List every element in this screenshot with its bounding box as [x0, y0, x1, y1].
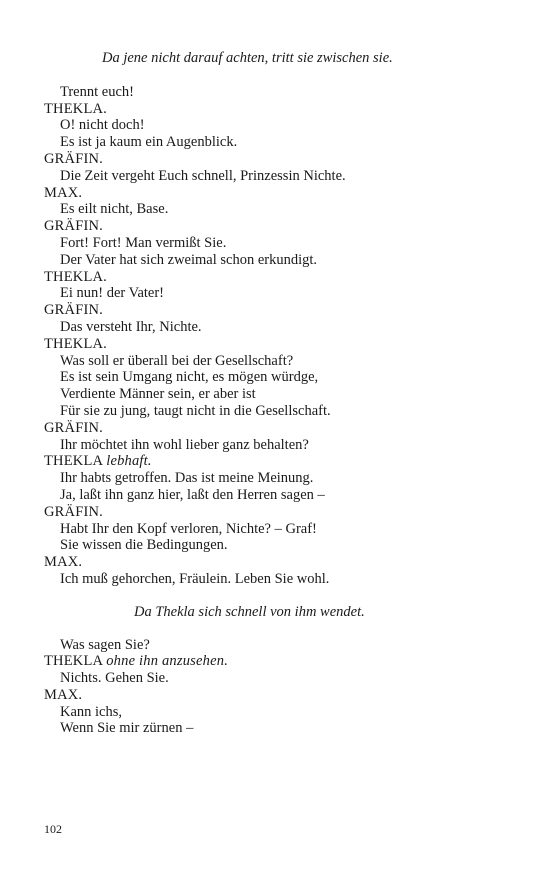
verse-text: Wenn Sie mir zürnen – [60, 720, 194, 737]
speaker-label: GRÄFIN. [44, 419, 104, 436]
speaker-direction: lebhaft. [106, 453, 152, 470]
stage-direction: Da jene nicht darauf achten, tritt sie zwischen sie. [102, 50, 393, 66]
verse-line [44, 134, 514, 151]
verse-text: Fort! Fort! Man vermißt Sie. [60, 234, 227, 251]
verse-text: Verdiente Männer sein, er aber ist [60, 386, 256, 403]
verse-text: Ei nun! der Vater! [60, 285, 165, 302]
speaker-label: THEKLA. [44, 335, 108, 352]
verse-line [44, 487, 514, 504]
verse-text: Habt Ihr den Kopf verloren, Nichte? – Graf! [60, 520, 317, 537]
verse-line [44, 353, 514, 370]
verse-text: Ich muß gehorchen, Fräulein. Leben Sie wohl. [60, 570, 330, 587]
verse-line [44, 369, 514, 386]
verse-line [44, 537, 514, 554]
verse-line [44, 319, 514, 336]
speaker-name [44, 269, 514, 286]
dialogue-block [44, 637, 514, 738]
verse-line [44, 285, 514, 302]
speaker-name [44, 151, 514, 168]
speaker-name [44, 185, 514, 202]
stage-direction: Da Thekla sich schnell von ihm wendet. [134, 603, 365, 620]
verse-line [44, 571, 514, 588]
verse-line [44, 117, 514, 134]
verse-line [44, 437, 514, 454]
speaker-name [44, 218, 514, 235]
verse-text: Kann ichs, [60, 703, 123, 720]
verse-text: O! nicht doch! [60, 117, 145, 134]
verse-line [44, 252, 514, 269]
dialogue-block [44, 84, 514, 588]
speaker-label: MAX. [44, 184, 83, 201]
verse-text: Es ist ja kaum ein Augenblick. [60, 134, 238, 151]
speaker-direction: ohne ihn anzusehen. [106, 653, 229, 670]
speaker-name [44, 101, 514, 118]
verse-line [44, 386, 514, 403]
speaker-name [44, 653, 514, 670]
speaker-name [44, 687, 514, 704]
speaker-label: MAX. [44, 554, 83, 571]
verse-text: Es ist sein Umgang nicht, es mögen würdge, [60, 369, 319, 386]
verse-line [44, 84, 514, 101]
verse-text: Trennt euch! [60, 83, 134, 100]
verse-text: Der Vater hat sich zweimal schon erkundigt. [60, 251, 318, 268]
verse-line [44, 704, 514, 721]
speaker-label: THEKLA. [44, 100, 108, 117]
verse-line [44, 403, 514, 420]
speaker-name [44, 336, 514, 353]
verse-text: Ihr habts getroffen. Das ist meine Meinung. [60, 470, 314, 487]
verse-line [44, 470, 514, 487]
speaker-label: GRÄFIN. [44, 218, 104, 235]
verse-line [44, 720, 514, 737]
verse-line [44, 521, 514, 538]
speaker-label: THEKLA [44, 453, 103, 470]
speaker-name [44, 504, 514, 521]
verse-line [44, 637, 514, 654]
speaker-label: GRÄFIN. [44, 503, 104, 520]
verse-text: Was sagen Sie? [60, 636, 150, 653]
verse-text: Für sie zu jung, taugt nicht in die Gesellschaft. [60, 402, 331, 419]
verse-text: Ja, laßt ihn ganz hier, laßt den Herren sagen – [60, 486, 325, 503]
speaker-label: THEKLA. [44, 268, 108, 285]
speaker-name [44, 420, 514, 437]
play-text-page [44, 50, 514, 737]
speaker-name [44, 302, 514, 319]
verse-text: Ihr möchtet ihn wohl lieber ganz behalten? [60, 436, 309, 453]
verse-text: Sie wissen die Bedingungen. [60, 537, 228, 554]
speaker-label: THEKLA [44, 653, 103, 670]
speaker-name [44, 453, 514, 470]
verse-line [44, 201, 514, 218]
verse-text: Was soll er überall bei der Gesellschaft? [60, 352, 294, 369]
speaker-name [44, 554, 514, 571]
speaker-label: GRÄFIN. [44, 302, 104, 319]
verse-text: Das versteht Ihr, Nichte. [60, 318, 202, 335]
speaker-label: MAX. [44, 686, 83, 703]
page-number: 102 [44, 822, 62, 836]
verse-text: Es eilt nicht, Base. [60, 201, 169, 218]
verse-text: Nichts. Gehen Sie. [60, 670, 169, 687]
verse-text: Die Zeit vergeht Euch schnell, Prinzessin Nichte. [60, 167, 346, 184]
verse-line [44, 168, 514, 185]
verse-line [44, 670, 514, 687]
speaker-label: GRÄFIN. [44, 150, 104, 167]
verse-line [44, 235, 514, 252]
